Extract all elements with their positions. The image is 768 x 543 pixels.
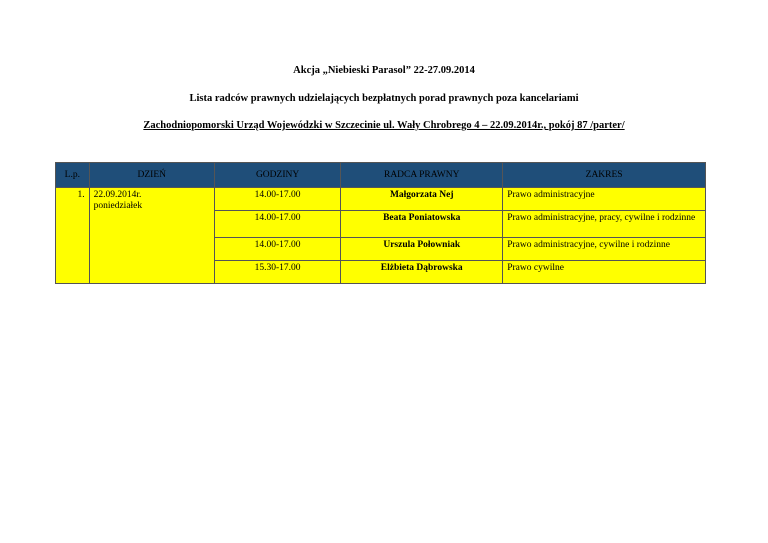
- hours-cell: 14.00-17.00: [214, 188, 340, 211]
- document-location: Zachodniopomorski Urząd Wojewódzki w Szczecinie ul. Wały Chrobrego 4 – 22.09.2014r., pokój 87 /parter/: [143, 120, 625, 131]
- hours-cell: 14.00-17.00: [214, 238, 340, 261]
- document-title: Akcja „Niebieski Parasol” 22-27.09.2014: [293, 65, 475, 76]
- counsel-cell: Elżbieta Dąbrowska: [341, 261, 503, 284]
- hours-cell: 14.00-17.00: [214, 211, 340, 238]
- counsel-cell: Beata Poniatowska: [341, 211, 503, 238]
- hours-cell: 15.30-17.00: [214, 261, 340, 284]
- document-subtitle: Lista radców prawnych udzielających bezpłatnych porad prawnych poza kancelariami: [189, 93, 579, 104]
- col-header-day: DZIEŃ: [89, 163, 214, 188]
- col-header-lp: L.p.: [56, 163, 90, 188]
- scope-cell: Prawo administracyjne, cywilne i rodzinne: [503, 238, 706, 261]
- scope-cell: Prawo administracyjne: [503, 188, 706, 211]
- scope-cell: Prawo cywilne: [503, 261, 706, 284]
- day-name: poniedziałek: [93, 201, 143, 211]
- scope-cell: Prawo administracyjne, pracy, cywilne i rodzinne: [503, 211, 706, 238]
- col-header-counsel: RADCA PRAWNY: [341, 163, 503, 188]
- schedule-table: [55, 162, 706, 284]
- day-cell: [89, 188, 214, 284]
- lp-cell: 1.: [56, 188, 90, 284]
- counsel-cell: Małgorzata Nej: [341, 188, 503, 211]
- counsel-cell: Urszula Połowniak: [341, 238, 503, 261]
- day-date: 22.09.2014r.: [93, 190, 142, 200]
- table-row: [56, 188, 706, 211]
- table-body: [56, 188, 706, 284]
- col-header-scope: ZAKRES: [503, 163, 706, 188]
- header-row: [56, 163, 706, 188]
- col-header-hours: GODZINY: [214, 163, 340, 188]
- table-header: [56, 163, 706, 188]
